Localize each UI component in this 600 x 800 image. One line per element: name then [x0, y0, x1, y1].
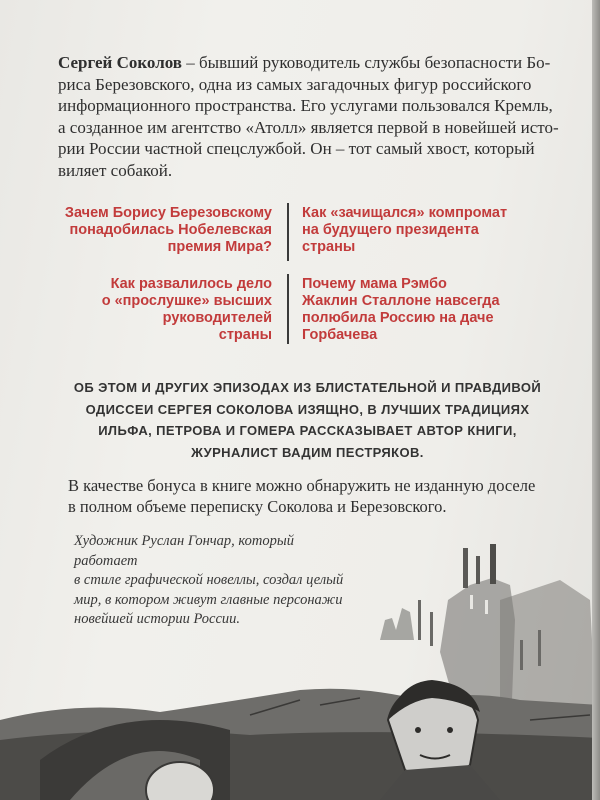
question-line: Почему мама Рэмбо — [302, 276, 447, 292]
question-line: о «прослушке» высших — [101, 293, 272, 309]
question-line: полюбила Россию на даче — [302, 310, 494, 326]
question-line: понадобилась Нобелевская — [69, 222, 272, 238]
intro-line: рии России частной спецслужбой. Он – тот самый хвост, который — [58, 139, 535, 158]
intro-line: риса Березовского, одна из самых загадочных фигур российского — [58, 74, 532, 94]
book-edge — [592, 0, 600, 800]
artist-line: новейшей истории России. — [74, 611, 241, 628]
question-line: руководителей — [162, 310, 272, 326]
question-line: Зачем Борису Березовскому — [64, 205, 272, 221]
author-name: Сергей Соколов — [58, 53, 182, 72]
artist-line: в стиле графической новеллы, создал целый — [74, 572, 344, 589]
artist-line: Художник Руслан Гончар, который работает — [74, 533, 294, 569]
question-line: Как развалилось дело — [110, 276, 272, 292]
question-line: Жаклин Сталлоне навсегда — [302, 293, 500, 309]
episodes-line: ЖУРНАЛИСТ ВАДИМ ПЕСТРЯКОВ. — [191, 444, 424, 460]
episodes-line: ИЛЬФА, ПЕТРОВА И ГОМЕРА РАССКАЗЫВАЕТ АВТОР КНИГИ, — [98, 423, 517, 438]
question-line: Как «зачищался» компромат — [302, 205, 508, 221]
intro-line: информационного пространства. Его услугами пользовался Кремль, — [58, 96, 553, 115]
episodes-line: ОБ ЭТОМ И ДРУГИХ ЭПИЗОДАХ ИЗ БЛИСТАТЕЛЬНОЙ И ПРАВДИВОЙ — [73, 380, 542, 395]
question-line: страны — [218, 327, 272, 343]
question-line: страны — [302, 239, 356, 255]
intro-line: а созданное им агентство «Атолл» является первой в новейшей исто- — [58, 117, 559, 137]
question-line: Горбачева — [302, 327, 378, 343]
question-line: премия Мира? — [167, 239, 272, 255]
episodes-line: ОДИССЕИ СЕРГЕЯ СОКОЛОВА ИЗЯЩНО, В ЛУЧШИХ ТРАДИЦИЯХ — [85, 401, 530, 417]
artist-line: мир, в котором живут главные персонажи — [74, 591, 343, 608]
bonus-line: в полном объеме переписку Соколова и Березовского. — [68, 497, 447, 516]
bonus-line: В качестве бонуса в книге можно обнаружить не изданную доселе — [68, 476, 536, 495]
question-line: на будущего президента — [302, 222, 479, 238]
intro-line: виляет собакой. — [58, 160, 173, 180]
intro-line-rest: – бывший руководитель службы безопасности Бо- — [182, 53, 551, 72]
